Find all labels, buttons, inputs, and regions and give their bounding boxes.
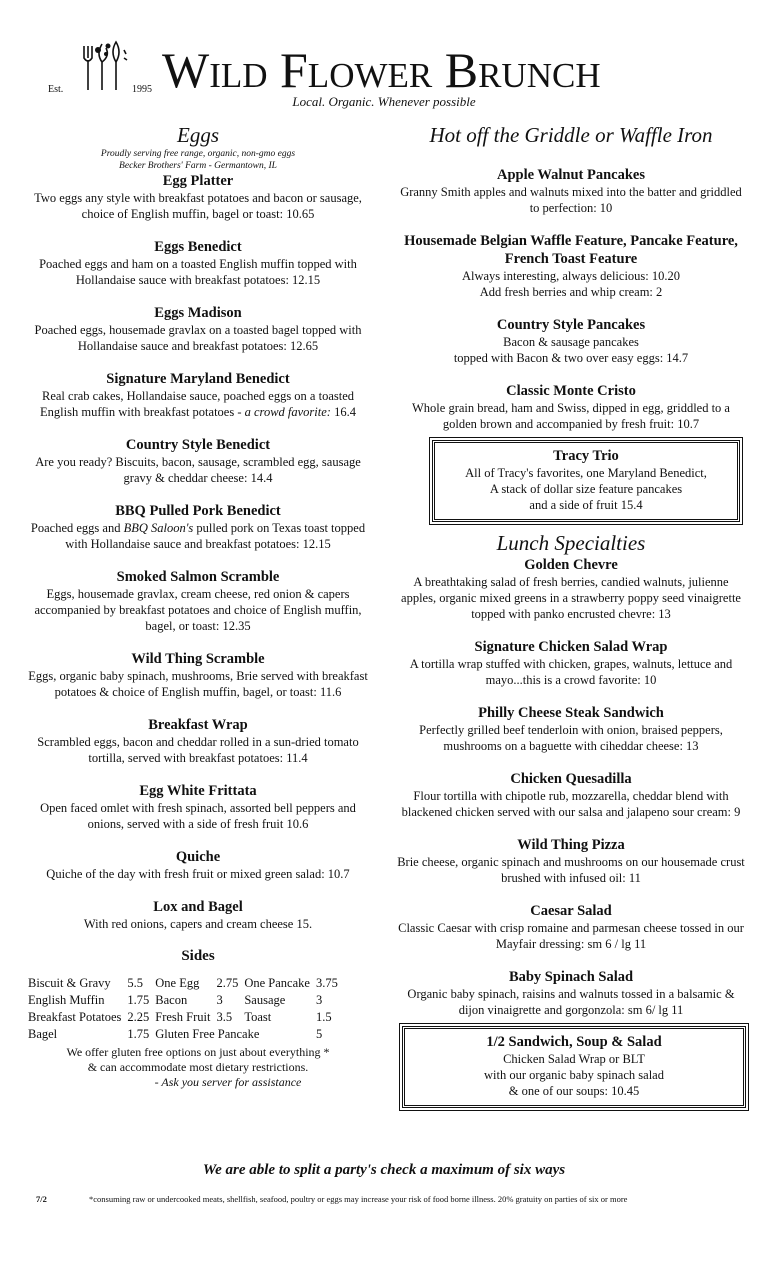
side-price: 2.25 — [127, 1010, 150, 1024]
tagline: Local. Organic. Whenever possible — [292, 94, 476, 109]
gluten-free-note-1: We offer gluten free options on just about everything * — [66, 1045, 330, 1059]
item-name: Egg Platter — [162, 173, 234, 189]
menu-item-country-pancakes — [396, 316, 746, 366]
item-desc: Bacon & sausage pancakes — [503, 335, 639, 349]
item-desc: Eggs, organic baby spinach, mushrooms, Brie served with breakfast potatoes & choice of English muffin, bagel, or toast: 11.6 — [28, 669, 368, 699]
menu-item-quiche — [24, 848, 372, 882]
eggs-subtitle-1: Proudly serving free range, organic, non-gmo eggs — [100, 149, 296, 159]
item-desc: Eggs, housemade gravlax, cream cheese, red onion & capers accompanied by breakfast potatoes and choice of English muffin, bagel, or toast: 12.35 — [34, 587, 362, 633]
menu-item-apple-walnut-pancakes — [396, 166, 746, 216]
item-desc: A stack of dollar size feature pancakes — [489, 482, 683, 496]
item-desc-2: topped with Bacon & two over easy eggs: 14.7 — [453, 351, 689, 365]
menu-item-monte-cristo — [396, 382, 746, 432]
item-name: Signature Chicken Salad Wrap — [474, 639, 668, 655]
side-name: Sausage — [244, 993, 286, 1007]
item-name: Caesar Salad — [530, 903, 612, 919]
item-desc: Quiche of the day with fresh fruit or mixed green salad: 10.7 — [46, 867, 350, 881]
menu-item-eggs-madison — [24, 304, 372, 354]
item-desc: Are you ready? Biscuits, bacon, sausage, scrambled egg, sausage gravy & cheddar cheese: 14.4 — [35, 455, 361, 485]
item-name: Housemade Belgian Waffle Feature, Pancake Feature, French Toast Feature — [404, 233, 738, 267]
side-name: Gluten Free Pancake — [155, 1027, 260, 1041]
side-name: Breakfast Potatoes — [28, 1010, 122, 1024]
item-name: Chicken Quesadilla — [510, 771, 632, 787]
item-name: Wild Thing Scramble — [131, 651, 265, 667]
item-desc: Always interesting, always delicious: 10.20 — [461, 269, 681, 283]
menu-item-belgian-waffle — [396, 232, 746, 300]
item-desc-2: Add fresh berries and whip cream: 2 — [479, 285, 663, 299]
gluten-free-note-3: - Ask you server for assistance — [154, 1075, 302, 1089]
item-name: Smoked Salmon Scramble — [116, 569, 280, 585]
item-name: 1/2 Sandwich, Soup & Salad — [486, 1034, 662, 1050]
side-price: 3.5 — [216, 1010, 233, 1024]
menu-item-eggs-benedict — [24, 238, 372, 288]
item-name: Golden Chevre — [524, 557, 618, 573]
item-desc: Whole grain bread, ham and Swiss, dipped in egg, griddled to a golden brown and accompanied by fresh fruit: 10.7 — [412, 401, 730, 431]
item-desc: Chicken Salad Wrap or BLT — [503, 1052, 645, 1066]
item-name: Tracy Trio — [553, 448, 619, 464]
menu-item-chicken-quesadilla — [396, 770, 746, 820]
menu-item-baby-spinach-salad — [396, 968, 746, 1018]
table-row — [28, 1026, 344, 1043]
item-desc-price: 16.4 — [330, 405, 356, 419]
menu-item-breakfast-wrap — [24, 716, 372, 766]
side-name: Biscuit & Gravy — [28, 976, 111, 990]
side-name: One Egg — [155, 976, 200, 990]
side-price: 1.75 — [127, 1027, 150, 1041]
lunch-section-title: Lunch Specialties — [496, 531, 646, 555]
gluten-free-note-2: & can accommodate most dietary restrictions. — [87, 1060, 309, 1074]
side-name: One Pancake — [244, 976, 310, 990]
item-desc: A breathtaking salad of fresh berries, candied walnuts, julienne apples, organic mixed greens in a strawberry poppy seed vinaigrette topped with panko encrusted chevre: 13 — [401, 575, 741, 621]
item-desc-italic: a crowd favorite: — [244, 405, 331, 419]
side-name: English Muffin — [28, 993, 105, 1007]
item-name: Quiche — [175, 849, 221, 865]
item-name: Philly Cheese Steak Sandwich — [478, 705, 664, 721]
side-price: 3.75 — [315, 976, 338, 990]
side-price: 2.75 — [216, 976, 239, 990]
item-desc: All of Tracy's favorites, one Maryland Benedict, — [465, 466, 707, 480]
table-row — [28, 1009, 344, 1026]
menu-code: 7/2 — [36, 1194, 47, 1204]
side-price: 1.5 — [315, 1010, 332, 1024]
item-desc: Two eggs any style with breakfast potatoes and bacon or sausage, choice of English muffin, bagel or toast: 10.65 — [34, 191, 362, 221]
item-desc-text: Real crab cakes, Hollandaise sauce, poached eggs on a toasted English muffin with breakfast potatoes - — [40, 389, 355, 419]
sides-table — [28, 975, 344, 1043]
left-column — [24, 122, 372, 1090]
item-name: Signature Maryland Benedict — [106, 371, 290, 387]
tracy-trio-box — [432, 440, 740, 522]
menu-item-caesar-salad — [396, 902, 746, 952]
menu-item-wild-thing-scramble — [24, 650, 372, 700]
item-desc: Classic Caesar with crisp romaine and parmesan cheese tossed in our Mayfair dressing: sm 6 / lg 11 — [398, 921, 744, 951]
menu-item-golden-chevre — [396, 556, 746, 622]
side-price: 3 — [216, 993, 223, 1007]
eggs-section-title: Eggs — [177, 123, 219, 147]
item-name: Country Style Benedict — [125, 437, 271, 453]
sides-title: Sides — [181, 948, 215, 964]
right-column — [396, 122, 746, 1116]
item-name: Baby Spinach Salad — [508, 969, 634, 985]
side-price: 1.75 — [127, 993, 150, 1007]
est-year: 1995 — [132, 84, 152, 95]
item-desc: Granny Smith apples and walnuts mixed into the batter and griddled to perfection: 10 — [400, 185, 742, 215]
menu-item-chicken-salad-wrap — [396, 638, 746, 688]
item-desc: Scrambled eggs, bacon and cheddar rolled in a sun-dried tomato tortilla, served with breakfast potatoes: 11.4 — [37, 735, 359, 765]
side-name: Bagel — [28, 1027, 58, 1041]
menu-item-wild-thing-pizza — [396, 836, 746, 886]
item-desc: Poached eggs and ham on a toasted English muffin topped with Hollandaise sauce with breakfast potatoes: 12.15 — [39, 257, 357, 287]
item-desc: Organic baby spinach, raisins and walnuts tossed in a balsamic & dijon vinaigrette and gorgonzola: sm 6/ lg 11 — [407, 987, 735, 1017]
item-name: BBQ Pulled Pork Benedict — [115, 503, 281, 519]
item-name: Eggs Benedict — [154, 239, 242, 255]
split-check-note: We are able to split a party's check a maximum of six ways — [202, 1162, 566, 1178]
item-desc — [24, 520, 372, 552]
flower-utensils-logo-icon — [80, 40, 130, 92]
item-name: Wild Thing Pizza — [517, 837, 625, 853]
side-price: 3 — [315, 993, 323, 1007]
combo-box — [402, 1026, 746, 1108]
menu-item-philly-cheese-steak — [396, 704, 746, 754]
item-desc: Open faced omlet with fresh spinach, assorted bell peppers and onions, served with a side of fresh fruit 10.6 — [40, 801, 356, 831]
est-label: Est. — [48, 84, 64, 95]
item-desc: Perfectly grilled beef tenderloin with onion, braised peppers, mushrooms on a baguette with ciheddar cheese: 13 — [419, 723, 723, 753]
menu-item-maryland-benedict — [24, 370, 372, 420]
item-name: Country Style Pancakes — [496, 317, 646, 333]
side-price: 5 — [315, 1027, 323, 1041]
footer — [36, 1194, 736, 1204]
item-desc-italic: BBQ Saloon's — [123, 521, 194, 535]
item-desc-start: Poached eggs and — [30, 521, 124, 535]
side-name: Toast — [244, 1010, 272, 1024]
item-desc-text: pulled pork on Texas toast topped with Hollandaise sauce and breakfast potatoes: 12.15 — [65, 521, 366, 551]
item-name: Classic Monte Cristo — [506, 383, 636, 399]
item-name: Eggs Madison — [154, 305, 242, 321]
item-desc: Flour tortilla with chipotle rub, mozzarella, cheddar blend with blackened chicken served with our salsa and jalapeno sour cream: 9 — [401, 789, 741, 819]
item-desc: With red onions, capers and cream cheese 15. — [83, 917, 313, 931]
side-name: Fresh Fruit — [155, 1010, 211, 1024]
item-desc: A tortilla wrap stuffed with chicken, grapes, walnuts, lettuce and mayo...this is a crowd favorite: 10 — [409, 657, 733, 687]
item-name: Egg White Frittata — [139, 783, 257, 799]
item-desc: and a side of fruit 15.4 — [529, 498, 643, 512]
item-desc: & one of our soups: 10.45 — [508, 1084, 640, 1098]
item-desc: Poached eggs, housemade gravlax on a toasted bagel topped with Hollandaise sauce and breakfast potatoes: 12.65 — [34, 323, 362, 353]
disclaimer: *consuming raw or undercooked meats, shellfish, seafood, poultry or eggs may increase your risk of food borne illness. 20% gratuity on parties of six or more — [89, 1194, 628, 1204]
menu-item-egg-white-frittata — [24, 782, 372, 832]
side-price: 5.5 — [127, 976, 144, 990]
eggs-subtitle-2: Becker Brothers' Farm - Germantown, IL — [119, 161, 277, 171]
item-name: Lox and Bagel — [153, 899, 243, 915]
restaurant-title: Wild Flower Brunch — [162, 42, 601, 98]
side-name: Bacon — [155, 993, 188, 1007]
table-row — [28, 975, 344, 992]
menu-item-lox-bagel — [24, 898, 372, 932]
item-name: Breakfast Wrap — [148, 717, 248, 733]
griddle-section-title: Hot off the Griddle or Waffle Iron — [429, 123, 713, 147]
menu-item-country-benedict — [24, 436, 372, 486]
item-name: Apple Walnut Pancakes — [497, 167, 645, 183]
menu-item-bbq-benedict — [24, 502, 372, 552]
item-desc: with our organic baby spinach salad — [484, 1068, 664, 1082]
table-row — [28, 992, 344, 1009]
menu-item-salmon-scramble — [24, 568, 372, 634]
menu-header — [0, 36, 768, 116]
menu-item-egg-platter — [24, 172, 372, 222]
item-desc — [24, 388, 372, 420]
item-desc: Brie cheese, organic spinach and mushrooms on our housemade crust brushed with infused oil: 11 — [397, 855, 745, 885]
